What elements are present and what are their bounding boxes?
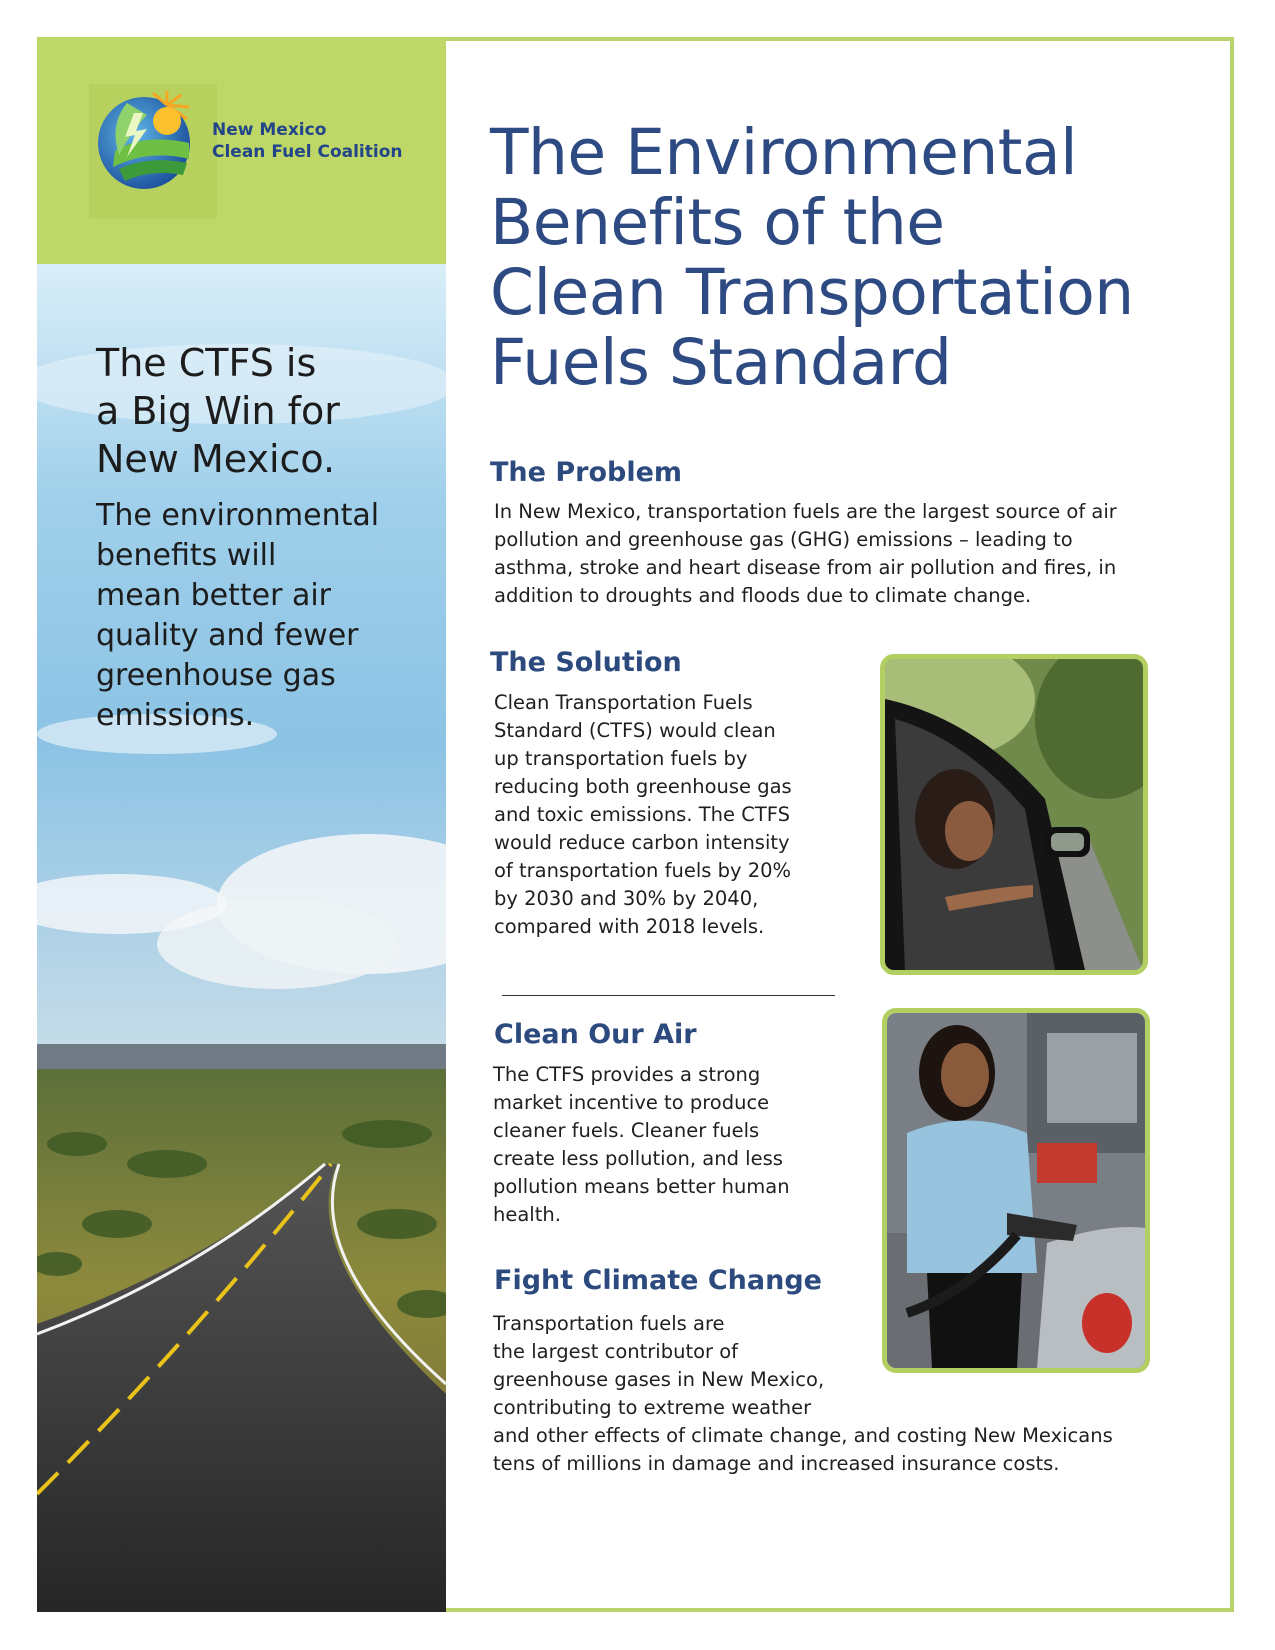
solution-heading: The Solution: [490, 647, 682, 678]
page-title: The Environmental Benefits of the Clean Transportation Fuels Standard: [490, 116, 1134, 399]
sidebar-headline: The CTFS is a Big Win for New Mexico.: [96, 341, 340, 481]
left-column: [37, 37, 446, 1612]
logo-band: [37, 37, 446, 264]
clean-air-body: The CTFS provides a strong market incentive to produce cleaner fuels. Cleaner fuels create less pollution, and less pollution means better human health.: [493, 1063, 790, 1226]
logo-name-line2: Clean Fuel Coalition: [212, 142, 403, 162]
sidebar-subhead: The environmental benefits will mean better air quality and fewer greenhouse gas emissions.: [96, 498, 380, 733]
driver-photo: [880, 654, 1148, 975]
section-divider: [502, 995, 835, 996]
sun-leaf-globe-icon: [89, 85, 199, 195]
clean-air-heading: Clean Our Air: [494, 1019, 697, 1050]
problem-body: In New Mexico, transportation fuels are the largest source of air pollution and greenhouse gas (GHG) emissions – leading to asthma, stroke and heart disease from air pollution and fires, in addition to droughts and floods due to climate change.: [494, 500, 1117, 607]
problem-heading: The Problem: [490, 457, 683, 488]
climate-body: Transportation fuels are the largest contributor of greenhouse gases in New Mexico, contributing to extreme weather and other effects of climate change, and costing New Mexicans tens of millions in damage and increased insurance costs.: [493, 1312, 1113, 1475]
climate-heading: Fight Climate Change: [494, 1265, 822, 1296]
logo-name: [212, 119, 403, 163]
logo-name-line1: New Mexico: [212, 120, 327, 140]
solution-body: Clean Transportation Fuels Standard (CTFS) would clean up transportation fuels by reducing both greenhouse gas and toxic emissions. The CTFS would reduce carbon intensity of transportation fuels by 20% by 2030 and 30% by 2040, compared with 2018 levels.: [494, 691, 792, 938]
